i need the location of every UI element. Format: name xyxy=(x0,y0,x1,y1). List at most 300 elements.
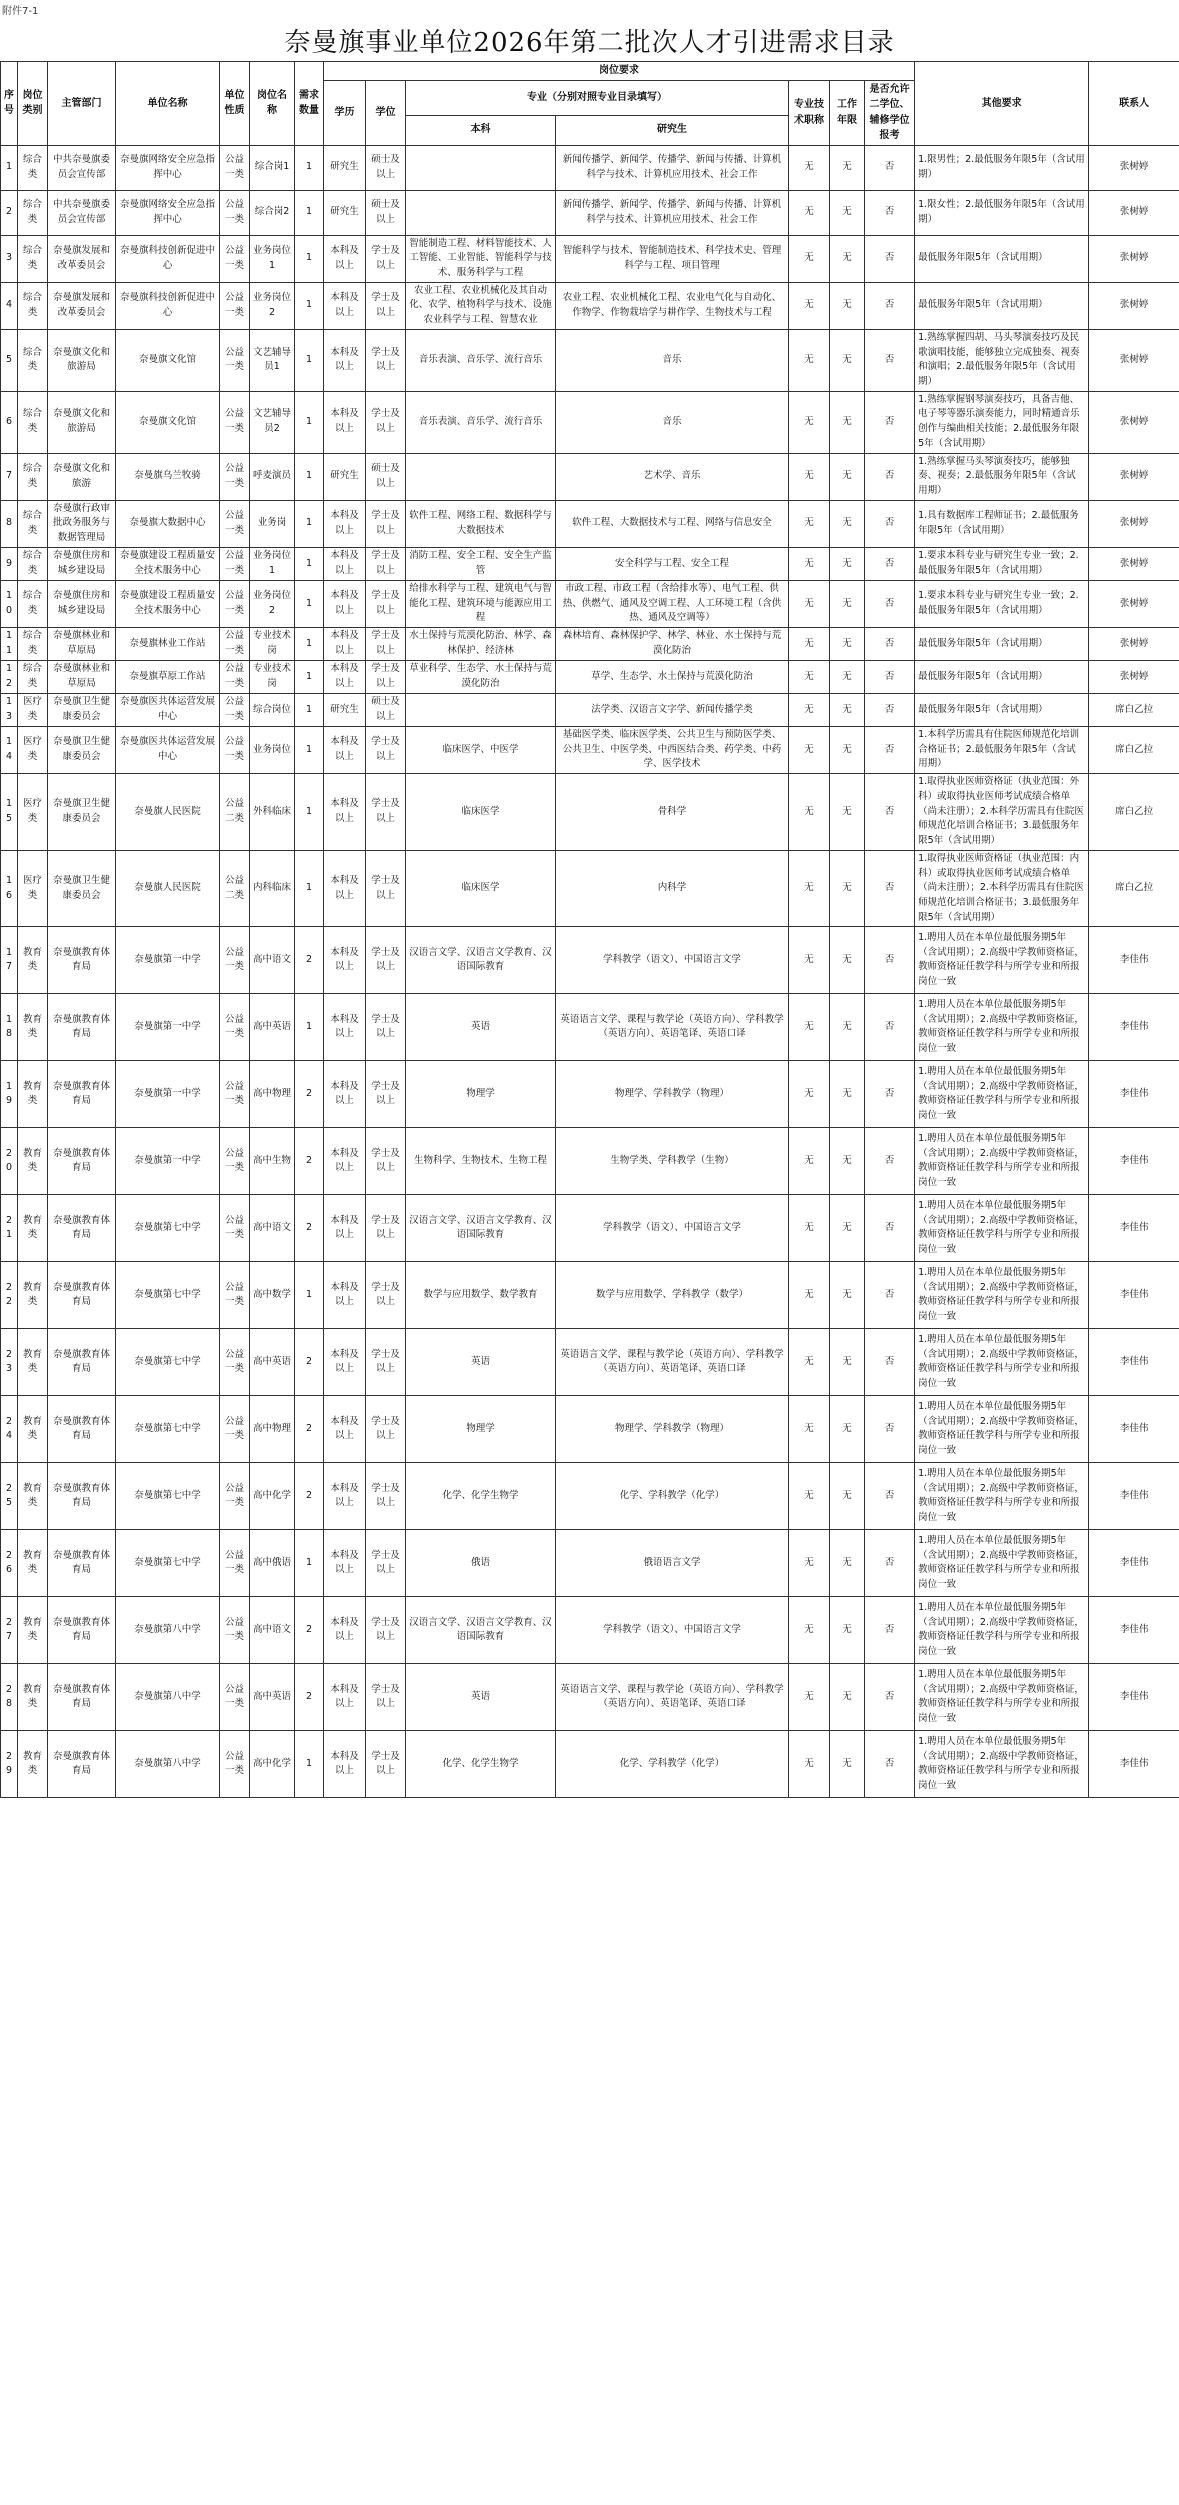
row-undergrad: 生物科学、生物技术、生物工程 xyxy=(406,1128,556,1195)
row-education: 研究生 xyxy=(324,453,366,500)
row-dept: 奈曼旗卫生健康委员会 xyxy=(48,727,116,774)
row-dept: 奈曼旗卫生健康委员会 xyxy=(48,694,116,727)
row-count: 1 xyxy=(295,190,324,235)
row-undergrad: 数学与应用数学、数学教育 xyxy=(406,1262,556,1329)
row-count: 2 xyxy=(295,1664,324,1731)
row-undergrad: 智能制造工程、材料智能技术、人工智能、工业智能、智能科学与技术、服务科学与工程 xyxy=(406,235,556,282)
row-degree: 学士及以上 xyxy=(366,994,406,1061)
row-contact: 席白乙拉 xyxy=(1089,774,1179,851)
row-degree: 学士及以上 xyxy=(366,500,406,547)
row-category: 教育类 xyxy=(18,1731,48,1798)
row-dept: 奈曼旗教育体育局 xyxy=(48,1262,116,1329)
row-position: 高中生物 xyxy=(250,1128,295,1195)
row-other: 1.聘用人员在本单位最低服务期5年（含试用期）；2.高级中学教师资格证，教师资格证任教学科与所学专业和所报岗位一致 xyxy=(915,1731,1089,1798)
row-unit: 奈曼旗乌兰牧骑 xyxy=(116,453,220,500)
row-seq: 22 xyxy=(1,1262,18,1329)
row-dept: 奈曼旗文化和旅游局 xyxy=(48,391,116,453)
row-work-years: 无 xyxy=(830,927,865,994)
row-other: 1.具有数据库工程师证书；2.最低服务年限5年（含试用期） xyxy=(915,500,1089,547)
row-undergrad: 水土保持与荒漠化防治、林学、森林保护、经济林 xyxy=(406,628,556,661)
row-title-req: 无 xyxy=(789,661,830,694)
row-nature: 公益一类 xyxy=(220,1597,250,1664)
row-count: 1 xyxy=(295,1262,324,1329)
row-education: 本科及以上 xyxy=(324,500,366,547)
row-dept: 奈曼旗教育体育局 xyxy=(48,1597,116,1664)
row-other: 最低服务年限5年（含试用期） xyxy=(915,661,1089,694)
row-other: 1.熟练掌握钢琴演奏技巧，具备吉他、电子琴等器乐演奏能力，同时精通音乐创作与编曲相关技能；2.最低服务年限5年（含试用期） xyxy=(915,391,1089,453)
row-title-req: 无 xyxy=(789,694,830,727)
row-second-degree: 否 xyxy=(865,661,915,694)
row-education: 研究生 xyxy=(324,190,366,235)
row-category: 教育类 xyxy=(18,1329,48,1396)
row-degree: 学士及以上 xyxy=(366,1396,406,1463)
header-title-req: 专业技术职称 xyxy=(789,80,830,145)
table-row xyxy=(1,727,1179,774)
row-nature: 公益一类 xyxy=(220,391,250,453)
row-work-years: 无 xyxy=(830,1597,865,1664)
row-other: 1.聘用人员在本单位最低服务期5年（含试用期）；2.高级中学教师资格证，教师资格证任教学科与所学专业和所报岗位一致 xyxy=(915,1664,1089,1731)
row-seq: 29 xyxy=(1,1731,18,1798)
row-dept: 奈曼旗教育体育局 xyxy=(48,994,116,1061)
row-education: 本科及以上 xyxy=(324,580,366,627)
row-unit: 奈曼旗第七中学 xyxy=(116,1463,220,1530)
row-grad: 草学、生态学、水土保持与荒漠化防治 xyxy=(556,661,789,694)
row-title-req: 无 xyxy=(789,1396,830,1463)
row-grad: 安全科学与工程、安全工程 xyxy=(556,547,789,580)
row-grad: 化学、学科教学（化学） xyxy=(556,1463,789,1530)
row-education: 本科及以上 xyxy=(324,547,366,580)
row-second-degree: 否 xyxy=(865,628,915,661)
row-dept: 奈曼旗教育体育局 xyxy=(48,927,116,994)
row-education: 本科及以上 xyxy=(324,727,366,774)
row-second-degree: 否 xyxy=(865,994,915,1061)
row-category: 综合类 xyxy=(18,190,48,235)
row-undergrad: 汉语言文学、汉语言文学教育、汉语国际教育 xyxy=(406,1195,556,1262)
row-category: 综合类 xyxy=(18,453,48,500)
row-count: 1 xyxy=(295,850,324,927)
row-second-degree: 否 xyxy=(865,547,915,580)
row-count: 1 xyxy=(295,774,324,851)
row-degree: 学士及以上 xyxy=(366,329,406,391)
row-unit: 奈曼旗第八中学 xyxy=(116,1731,220,1798)
row-education: 本科及以上 xyxy=(324,661,366,694)
row-undergrad: 物理学 xyxy=(406,1396,556,1463)
row-unit: 奈曼旗文化馆 xyxy=(116,329,220,391)
table-row xyxy=(1,1061,1179,1128)
row-grad: 英语语言文学、课程与教学论（英语方向）、学科教学（英语方向）、英语笔译、英语口译 xyxy=(556,1664,789,1731)
row-position: 高中英语 xyxy=(250,1664,295,1731)
row-position: 业务岗位2 xyxy=(250,580,295,627)
row-work-years: 无 xyxy=(830,850,865,927)
row-nature: 公益一类 xyxy=(220,1664,250,1731)
table-row xyxy=(1,547,1179,580)
row-position: 业务岗位 xyxy=(250,727,295,774)
row-count: 1 xyxy=(295,500,324,547)
row-unit: 奈曼旗第一中学 xyxy=(116,1061,220,1128)
row-count: 2 xyxy=(295,1396,324,1463)
row-grad: 软件工程、大数据技术与工程、网络与信息安全 xyxy=(556,500,789,547)
row-work-years: 无 xyxy=(830,1530,865,1597)
row-second-degree: 否 xyxy=(865,727,915,774)
row-education: 本科及以上 xyxy=(324,1530,366,1597)
row-second-degree: 否 xyxy=(865,282,915,329)
row-unit: 奈曼旗科技创新促进中心 xyxy=(116,282,220,329)
row-position: 外科临床 xyxy=(250,774,295,851)
row-position: 高中化学 xyxy=(250,1731,295,1798)
row-nature: 公益一类 xyxy=(220,1731,250,1798)
row-grad: 艺术学、音乐 xyxy=(556,453,789,500)
row-unit: 奈曼旗林业工作站 xyxy=(116,628,220,661)
row-contact: 张树婷 xyxy=(1089,453,1179,500)
row-grad: 数学与应用数学、学科教学（数学） xyxy=(556,1262,789,1329)
row-dept: 奈曼旗林业和草原局 xyxy=(48,628,116,661)
table-row xyxy=(1,190,1179,235)
row-second-degree: 否 xyxy=(865,235,915,282)
row-grad: 法学类、汉语言文字学、新闻传播学类 xyxy=(556,694,789,727)
row-work-years: 无 xyxy=(830,727,865,774)
row-degree: 学士及以上 xyxy=(366,628,406,661)
row-position: 高中化学 xyxy=(250,1463,295,1530)
row-grad: 森林培育、森林保护学、林学、林业、水土保持与荒漠化防治 xyxy=(556,628,789,661)
row-degree: 学士及以上 xyxy=(366,661,406,694)
row-nature: 公益一类 xyxy=(220,1463,250,1530)
row-count: 2 xyxy=(295,1061,324,1128)
row-count: 1 xyxy=(295,628,324,661)
row-seq: 6 xyxy=(1,391,18,453)
row-position: 高中语文 xyxy=(250,927,295,994)
row-work-years: 无 xyxy=(830,1329,865,1396)
row-nature: 公益一类 xyxy=(220,1061,250,1128)
row-dept: 奈曼旗发展和改革委员会 xyxy=(48,235,116,282)
row-unit: 奈曼旗建设工程质量安全技术服务中心 xyxy=(116,547,220,580)
row-work-years: 无 xyxy=(830,500,865,547)
row-title-req: 无 xyxy=(789,727,830,774)
row-seq: 10 xyxy=(1,580,18,627)
row-contact: 张树婷 xyxy=(1089,190,1179,235)
row-nature: 公益一类 xyxy=(220,190,250,235)
row-contact: 张树婷 xyxy=(1089,500,1179,547)
row-category: 教育类 xyxy=(18,1128,48,1195)
row-count: 1 xyxy=(295,145,324,190)
row-grad: 音乐 xyxy=(556,329,789,391)
row-nature: 公益二类 xyxy=(220,774,250,851)
row-unit: 奈曼旗医共体运营发展中心 xyxy=(116,694,220,727)
header-work-years: 工作年限 xyxy=(830,80,865,145)
row-degree: 学士及以上 xyxy=(366,727,406,774)
row-dept: 奈曼旗住房和城乡建设局 xyxy=(48,580,116,627)
row-seq: 2 xyxy=(1,190,18,235)
row-education: 本科及以上 xyxy=(324,1731,366,1798)
row-undergrad: 汉语言文学、汉语言文学教育、汉语国际教育 xyxy=(406,1597,556,1664)
table-row xyxy=(1,1597,1179,1664)
row-grad: 基础医学类、临床医学类、公共卫生与预防医学类、公共卫生、中医学类、中西医结合类、药学类、中药学、医学技术 xyxy=(556,727,789,774)
row-grad: 新闻传播学、新闻学、传播学、新闻与传播、计算机科学与技术、计算机应用技术、社会工作 xyxy=(556,190,789,235)
row-title-req: 无 xyxy=(789,500,830,547)
row-count: 2 xyxy=(295,1329,324,1396)
row-dept: 奈曼旗教育体育局 xyxy=(48,1463,116,1530)
header-seq: 序号 xyxy=(1,62,18,146)
row-undergrad: 俄语 xyxy=(406,1530,556,1597)
row-second-degree: 否 xyxy=(865,190,915,235)
row-nature: 公益一类 xyxy=(220,453,250,500)
row-count: 1 xyxy=(295,1731,324,1798)
row-work-years: 无 xyxy=(830,235,865,282)
row-category: 综合类 xyxy=(18,628,48,661)
row-seq: 17 xyxy=(1,927,18,994)
row-title-req: 无 xyxy=(789,1664,830,1731)
table-row xyxy=(1,1664,1179,1731)
row-contact: 李佳伟 xyxy=(1089,1128,1179,1195)
row-title-req: 无 xyxy=(789,1128,830,1195)
row-seq: 14 xyxy=(1,727,18,774)
table-row xyxy=(1,774,1179,851)
row-seq: 23 xyxy=(1,1329,18,1396)
row-dept: 奈曼旗林业和草原局 xyxy=(48,661,116,694)
row-seq: 15 xyxy=(1,774,18,851)
row-seq: 9 xyxy=(1,547,18,580)
row-category: 综合类 xyxy=(18,282,48,329)
row-position: 综合岗位 xyxy=(250,694,295,727)
row-education: 本科及以上 xyxy=(324,391,366,453)
row-second-degree: 否 xyxy=(865,1731,915,1798)
row-count: 1 xyxy=(295,694,324,727)
row-other: 1.取得执业医师资格证（执业范围：外科）或取得执业医师考试成绩合格单（尚未注册）；2.本科学历需具有住院医师规范化培训合格证书；3.最低服务年限5年（含试用期） xyxy=(915,774,1089,851)
row-contact: 席白乙拉 xyxy=(1089,694,1179,727)
row-category: 综合类 xyxy=(18,580,48,627)
row-work-years: 无 xyxy=(830,1061,865,1128)
row-education: 研究生 xyxy=(324,145,366,190)
row-contact: 李佳伟 xyxy=(1089,1597,1179,1664)
row-second-degree: 否 xyxy=(865,580,915,627)
row-category: 教育类 xyxy=(18,1262,48,1329)
row-other: 1.聘用人员在本单位最低服务期5年（含试用期）；2.高级中学教师资格证，教师资格证任教学科与所学专业和所报岗位一致 xyxy=(915,1195,1089,1262)
row-seq: 3 xyxy=(1,235,18,282)
row-work-years: 无 xyxy=(830,994,865,1061)
row-unit: 奈曼旗第八中学 xyxy=(116,1597,220,1664)
row-dept: 奈曼旗教育体育局 xyxy=(48,1664,116,1731)
row-position: 高中俄语 xyxy=(250,1530,295,1597)
row-work-years: 无 xyxy=(830,580,865,627)
row-work-years: 无 xyxy=(830,661,865,694)
header-degree: 学位 xyxy=(366,80,406,145)
row-unit: 奈曼旗人民医院 xyxy=(116,774,220,851)
row-dept: 奈曼旗卫生健康委员会 xyxy=(48,774,116,851)
row-degree: 学士及以上 xyxy=(366,774,406,851)
row-education: 本科及以上 xyxy=(324,1396,366,1463)
row-education: 本科及以上 xyxy=(324,1262,366,1329)
row-seq: 12 xyxy=(1,661,18,694)
row-contact: 李佳伟 xyxy=(1089,1262,1179,1329)
table-body xyxy=(1,145,1179,1798)
row-degree: 学士及以上 xyxy=(366,1731,406,1798)
row-nature: 公益一类 xyxy=(220,628,250,661)
row-education: 本科及以上 xyxy=(324,1597,366,1664)
row-contact: 张树婷 xyxy=(1089,547,1179,580)
row-nature: 公益一类 xyxy=(220,547,250,580)
row-other: 最低服务年限5年（含试用期） xyxy=(915,628,1089,661)
header-unit: 单位名称 xyxy=(116,62,220,146)
row-undergrad: 英语 xyxy=(406,994,556,1061)
row-undergrad: 汉语言文学、汉语言文学教育、汉语国际教育 xyxy=(406,927,556,994)
row-title-req: 无 xyxy=(789,994,830,1061)
table-row xyxy=(1,1731,1179,1798)
row-contact: 张树婷 xyxy=(1089,391,1179,453)
row-position: 综合岗2 xyxy=(250,190,295,235)
row-position: 文艺辅导员1 xyxy=(250,329,295,391)
row-undergrad xyxy=(406,694,556,727)
row-other: 1.本科学历需具有住院医师规范化培训合格证书；2.最低服务年限5年（含试用期） xyxy=(915,727,1089,774)
row-category: 综合类 xyxy=(18,329,48,391)
row-contact: 李佳伟 xyxy=(1089,1195,1179,1262)
row-nature: 公益一类 xyxy=(220,1396,250,1463)
header-major: 专业（分别对照专业目录填写） xyxy=(406,80,789,115)
row-nature: 公益二类 xyxy=(220,850,250,927)
row-position: 高中英语 xyxy=(250,1329,295,1396)
row-undergrad xyxy=(406,453,556,500)
row-contact: 李佳伟 xyxy=(1089,1530,1179,1597)
row-unit: 奈曼旗大数据中心 xyxy=(116,500,220,547)
row-title-req: 无 xyxy=(789,1061,830,1128)
row-title-req: 无 xyxy=(789,1329,830,1396)
row-position: 高中数学 xyxy=(250,1262,295,1329)
row-degree: 学士及以上 xyxy=(366,580,406,627)
row-dept: 奈曼旗行政审批政务服务与数据管理局 xyxy=(48,500,116,547)
row-category: 综合类 xyxy=(18,145,48,190)
row-position: 呼麦演员 xyxy=(250,453,295,500)
row-seq: 25 xyxy=(1,1463,18,1530)
row-undergrad: 临床医学 xyxy=(406,850,556,927)
row-work-years: 无 xyxy=(830,329,865,391)
row-degree: 学士及以上 xyxy=(366,1128,406,1195)
row-education: 本科及以上 xyxy=(324,282,366,329)
row-other: 1.聘用人员在本单位最低服务期5年（含试用期）；2.高级中学教师资格证，教师资格证任教学科与所学专业和所报岗位一致 xyxy=(915,1463,1089,1530)
table-row xyxy=(1,580,1179,627)
row-unit: 奈曼旗文化馆 xyxy=(116,391,220,453)
row-grad: 学科教学（语文）、中国语言文学 xyxy=(556,927,789,994)
row-category: 教育类 xyxy=(18,994,48,1061)
table-row xyxy=(1,628,1179,661)
row-category: 教育类 xyxy=(18,1664,48,1731)
row-category: 教育类 xyxy=(18,1061,48,1128)
row-seq: 5 xyxy=(1,329,18,391)
row-other: 1.限男性；2.最低服务年限5年（含试用期） xyxy=(915,145,1089,190)
table-row xyxy=(1,1195,1179,1262)
row-contact: 李佳伟 xyxy=(1089,1061,1179,1128)
row-title-req: 无 xyxy=(789,1731,830,1798)
row-other: 最低服务年限5年（含试用期） xyxy=(915,235,1089,282)
table-row xyxy=(1,500,1179,547)
row-education: 本科及以上 xyxy=(324,235,366,282)
row-education: 本科及以上 xyxy=(324,628,366,661)
row-count: 1 xyxy=(295,391,324,453)
row-unit: 奈曼旗网络安全应急指挥中心 xyxy=(116,190,220,235)
row-unit: 奈曼旗人民医院 xyxy=(116,850,220,927)
row-count: 1 xyxy=(295,329,324,391)
row-count: 1 xyxy=(295,453,324,500)
row-undergrad: 临床医学、中医学 xyxy=(406,727,556,774)
row-grad: 骨科学 xyxy=(556,774,789,851)
row-category: 综合类 xyxy=(18,500,48,547)
header-count: 需求数量 xyxy=(295,62,324,146)
row-second-degree: 否 xyxy=(865,1128,915,1195)
table-row xyxy=(1,329,1179,391)
row-unit: 奈曼旗第一中学 xyxy=(116,927,220,994)
row-position: 内科临床 xyxy=(250,850,295,927)
row-title-req: 无 xyxy=(789,145,830,190)
row-position: 综合岗1 xyxy=(250,145,295,190)
row-position: 业务岗位2 xyxy=(250,282,295,329)
row-education: 本科及以上 xyxy=(324,1329,366,1396)
row-degree: 硕士及以上 xyxy=(366,694,406,727)
row-second-degree: 否 xyxy=(865,1396,915,1463)
table-row xyxy=(1,1530,1179,1597)
row-category: 医疗类 xyxy=(18,727,48,774)
row-unit: 奈曼旗第七中学 xyxy=(116,1530,220,1597)
row-dept: 奈曼旗教育体育局 xyxy=(48,1731,116,1798)
row-undergrad: 物理学 xyxy=(406,1061,556,1128)
row-second-degree: 否 xyxy=(865,391,915,453)
row-work-years: 无 xyxy=(830,145,865,190)
row-contact: 李佳伟 xyxy=(1089,927,1179,994)
row-degree: 硕士及以上 xyxy=(366,453,406,500)
row-work-years: 无 xyxy=(830,547,865,580)
row-count: 1 xyxy=(295,994,324,1061)
row-seq: 24 xyxy=(1,1396,18,1463)
row-other: 1.熟练掌握四胡、马头琴演奏技巧及民歌演唱技能，能够独立完成独奏、视奏和演唱；2.最低服务年限5年（含试用期） xyxy=(915,329,1089,391)
row-second-degree: 否 xyxy=(865,329,915,391)
row-second-degree: 否 xyxy=(865,453,915,500)
row-education: 本科及以上 xyxy=(324,1664,366,1731)
header-contact: 联系人 xyxy=(1089,62,1179,146)
row-dept: 奈曼旗教育体育局 xyxy=(48,1530,116,1597)
row-second-degree: 否 xyxy=(865,774,915,851)
row-seq: 26 xyxy=(1,1530,18,1597)
row-position: 专业技术岗 xyxy=(250,661,295,694)
row-degree: 学士及以上 xyxy=(366,1597,406,1664)
header-position: 岗位名称 xyxy=(250,62,295,146)
header-second-degree: 是否允许二学位、辅修学位报考 xyxy=(865,80,915,145)
row-other: 1.限女性；2.最低服务年限5年（含试用期） xyxy=(915,190,1089,235)
row-education: 本科及以上 xyxy=(324,850,366,927)
row-work-years: 无 xyxy=(830,774,865,851)
row-undergrad: 音乐表演、音乐学、流行音乐 xyxy=(406,391,556,453)
row-degree: 学士及以上 xyxy=(366,282,406,329)
row-degree: 硕士及以上 xyxy=(366,190,406,235)
row-grad: 俄语语言文学 xyxy=(556,1530,789,1597)
row-grad: 物理学、学科教学（物理） xyxy=(556,1396,789,1463)
row-count: 2 xyxy=(295,1195,324,1262)
header-undergrad: 本科 xyxy=(406,115,556,145)
row-contact: 席白乙拉 xyxy=(1089,850,1179,927)
row-title-req: 无 xyxy=(789,1195,830,1262)
row-other: 1.聘用人员在本单位最低服务期5年（含试用期）；2.高级中学教师资格证，教师资格证任教学科与所学专业和所报岗位一致 xyxy=(915,1128,1089,1195)
row-unit: 奈曼旗第八中学 xyxy=(116,1664,220,1731)
row-other: 最低服务年限5年（含试用期） xyxy=(915,282,1089,329)
row-title-req: 无 xyxy=(789,628,830,661)
header-education: 学历 xyxy=(324,80,366,145)
row-unit: 奈曼旗第一中学 xyxy=(116,1128,220,1195)
row-seq: 11 xyxy=(1,628,18,661)
header-grad: 研究生 xyxy=(556,115,789,145)
row-other: 1.聘用人员在本单位最低服务期5年（含试用期）；2.高级中学教师资格证，教师资格证任教学科与所学专业和所报岗位一致 xyxy=(915,1061,1089,1128)
row-category: 综合类 xyxy=(18,391,48,453)
row-count: 2 xyxy=(295,1463,324,1530)
row-title-req: 无 xyxy=(789,1530,830,1597)
row-degree: 硕士及以上 xyxy=(366,145,406,190)
row-nature: 公益一类 xyxy=(220,145,250,190)
page-title: 奈曼旗事业单位2026年第二批次人才引进需求目录 xyxy=(284,28,895,58)
row-count: 1 xyxy=(295,1530,324,1597)
